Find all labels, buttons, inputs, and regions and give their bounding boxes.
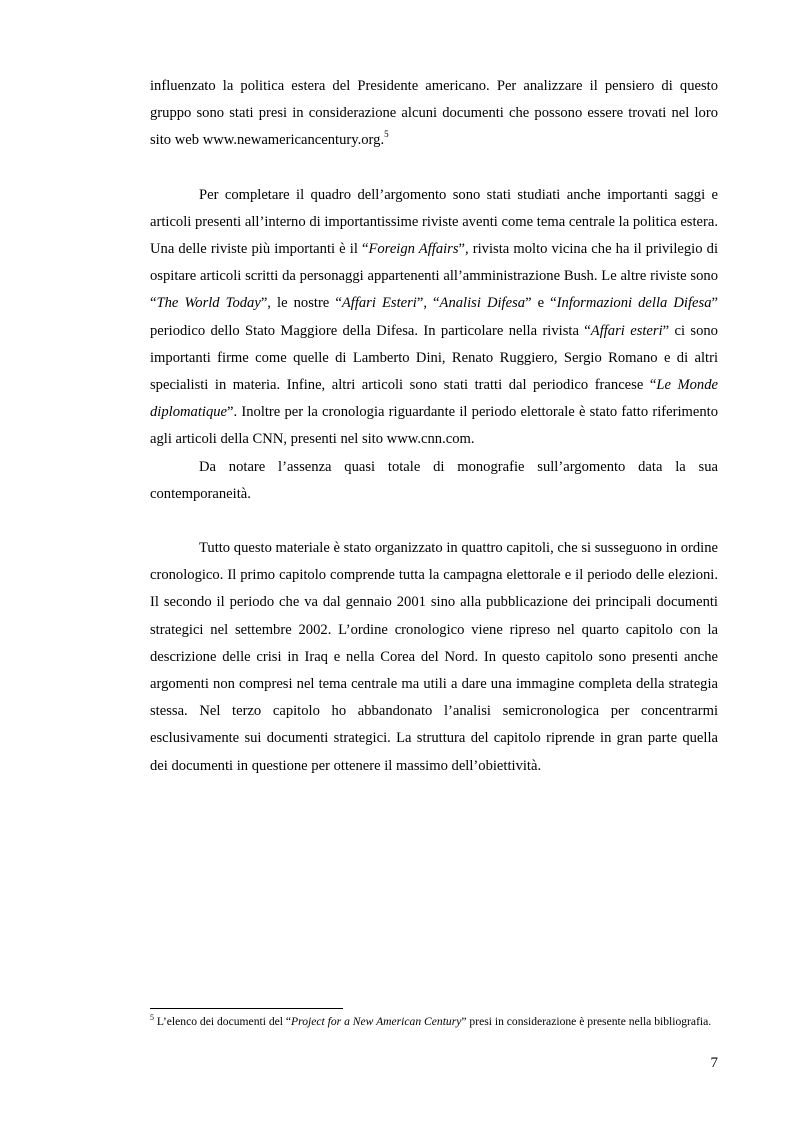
- paragraph-journals: [150, 182, 718, 454]
- footnote-number: 5: [150, 1013, 154, 1022]
- journal-title-foreign-affairs: Foreign Affairs: [368, 241, 459, 258]
- footnote-project-title: Project for a New American Century: [291, 1015, 462, 1028]
- paragraph-text: influenzato la politica estera del Presidente americano. Per analizzare il pensiero di questo gruppo sono stati presi in considerazione alcuni documenti che possono essere trovati nel loro sito web www.newamericancentury.org.: [150, 78, 718, 149]
- journal-title-analisi-difesa: Analisi Difesa: [439, 295, 526, 312]
- text-run: ”, “: [416, 295, 440, 312]
- footnote-separator: [150, 1008, 343, 1009]
- paragraph-chapters: [150, 535, 718, 780]
- body-text: [150, 73, 718, 780]
- text-run: ” e “: [525, 295, 557, 312]
- paragraph-monographs: [150, 454, 718, 508]
- journal-title-monde-diplomatique: Le Monde diplomatique: [150, 377, 718, 421]
- paragraph-text: Tutto questo materiale è stato organizzato in quattro capitoli, che si susseguono in ordine cronologico. Il primo capitolo comprende tutta la campagna elettorale e il periodo delle elezioni. Il secondo il periodo che va dal gennaio 2001 sino alla pubblicazione dei principali documenti strategici nel settembre 2002. L’ordine cronologico viene ripreso nel quarto capitolo con la descrizione delle crisi in Iraq e nella Corea del Nord. In questo capitolo sono presenti anche argomenti non compresi nel tema centrale ma utili a dare una immagine completa della strategia stessa. Nel terzo capitolo ho abbandonato l’analisi semicronologica per concentrarmi esclusivamente sui documenti strategici. La struttura del capitolo riprende in gran parte quella dei documenti in questione per ottenere il massimo dell’obiettività.: [150, 540, 718, 774]
- paragraph-text: Da notare l’assenza quasi totale di monografie sull’argomento data la sua contemporaneità.: [150, 458, 718, 502]
- page-number: 7: [710, 1055, 718, 1071]
- text-run: ”, le nostre “: [260, 295, 342, 312]
- journal-title-world-today: The World Today: [156, 295, 261, 312]
- paragraph-sources-website: [150, 73, 718, 155]
- journal-title-affari-esteri: Affari Esteri: [341, 295, 417, 312]
- text-run: ”. Inoltre per la cronologia riguardante il periodo elettorale è stato fatto riferimento agli articoli della CNN, presenti nel sito www.cnn.com.: [150, 404, 718, 448]
- footnote-text: ” presi in considerazione è presente nella bibliografia.: [461, 1015, 712, 1028]
- footnote: [150, 1015, 718, 1030]
- footnote-reference: 5: [384, 129, 389, 140]
- journal-title-informazioni-difesa: Informazioni della Difesa: [556, 295, 712, 312]
- text-run: ” periodico dello Stato Maggiore della Difesa. In particolare nella rivista “: [150, 295, 718, 339]
- text-run: ” ci sono importanti firme come quelle di Lamberto Dini, Renato Ruggiero, Sergio Romano e di altri specialisti in materia. Infine, altri articoli sono stati tratti dal periodico francese “: [150, 322, 718, 394]
- footnote-text: L’elenco dei documenti del “: [154, 1015, 292, 1028]
- journal-title-affari-esteri-2: Affari esteri: [590, 322, 663, 339]
- text-run: ”, rivista molto vicina che ha il privilegio di ospitare articoli scritti da personaggi appartenenti all’amministrazione Bush. Le altre riviste sono “: [150, 241, 718, 312]
- text-run: Per completare il quadro dell’argomento sono stati studiati anche importanti saggi e articoli presenti all’interno di importantissime riviste aventi come tema centrale la politica estera. Una delle riviste più importanti è il “: [150, 186, 718, 258]
